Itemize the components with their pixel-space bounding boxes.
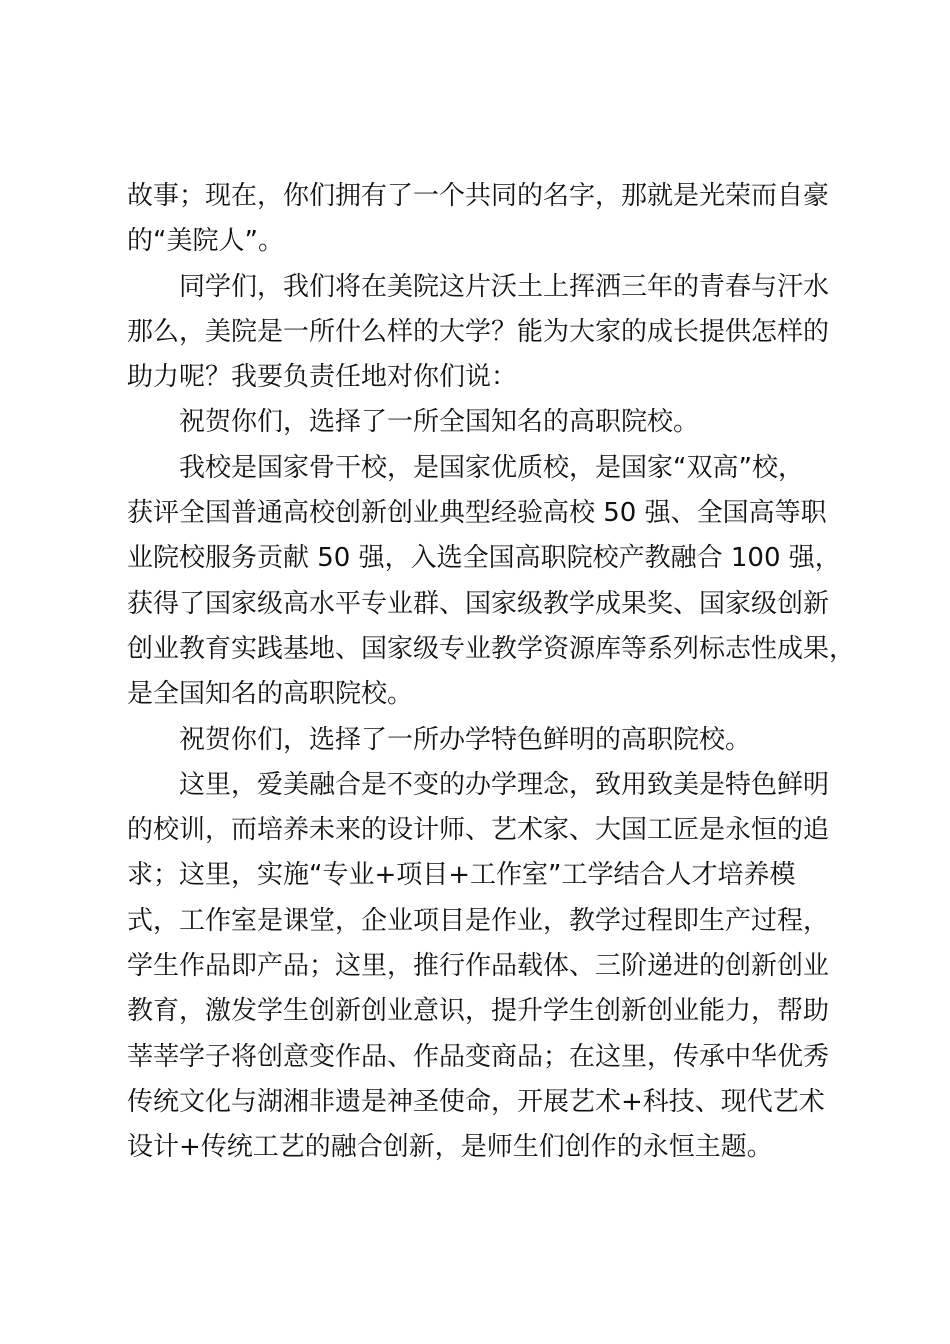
text-line: 祝贺你们，选择了一所全国知名的高职院校。 — [179, 407, 700, 438]
text-line: 设计+传统工艺的融合创新，是师生们创作的永恒主题。 — [127, 1132, 773, 1163]
text-line: 同学们，我们将在美院这片沃土上挥洒三年的青春与汗水 — [179, 271, 830, 302]
text-line: 传统文化与湖湘非遗是神圣使命，开展艺术+科技、现代艺术 — [127, 1086, 825, 1117]
text-line: 那么，美院是一所什么样的大学？能为大家的成长提供怎样的 — [127, 316, 830, 347]
text-line: 是全国知名的高职院校。 — [127, 679, 414, 710]
text-line: 的“美院人”。 — [127, 226, 284, 257]
text-line: 式，工作室是课堂，企业项目是作业，教学过程即生产过程， — [127, 905, 830, 936]
text-line: 教育，激发学生创新创业意识，提升学生创新创业能力，帮助 — [127, 996, 830, 1027]
text-line: 祝贺你们，选择了一所办学特色鲜明的高职院校。 — [179, 724, 752, 755]
text-line: 的校训，而培养未来的设计师、艺术家、大国工匠是永恒的追 — [127, 815, 830, 846]
text-line: 我校是国家骨干校，是国家优质校，是国家“双高”校， — [179, 452, 804, 483]
text-line: 获得了国家级高水平专业群、国家级教学成果奖、国家级创新 — [127, 588, 830, 619]
text-line: 这里，爱美融合是不变的办学理念，致用致美是特色鲜明 — [179, 769, 830, 800]
text-line: 获评全国普通高校创新创业典型经验高校 50 强、全国高等职 — [127, 498, 827, 529]
text-line: 学生作品即产品；这里，推行作品载体、三阶递进的创新创业 — [127, 951, 830, 982]
text-line: 故事；现在，你们拥有了一个共同的名字，那就是光荣而自豪 — [127, 181, 830, 211]
text-line: 莘莘学子将创意变作品、作品变商品；在这里，传承中华优秀 — [127, 1041, 830, 1072]
text-line: 求；这里，实施“专业+项目+工作室”工学结合人才培养模 — [127, 860, 796, 891]
text-line: 助力呢？我要负责任地对你们说： — [127, 362, 518, 393]
text-line: 创业教育实践基地、国家级专业教学资源库等系列标志性成果， — [127, 633, 856, 664]
text-line: 业院校服务贡献 50 强，入选全国高职院校产教融合 100 强， — [127, 543, 841, 574]
document-body — [127, 174, 856, 1171]
